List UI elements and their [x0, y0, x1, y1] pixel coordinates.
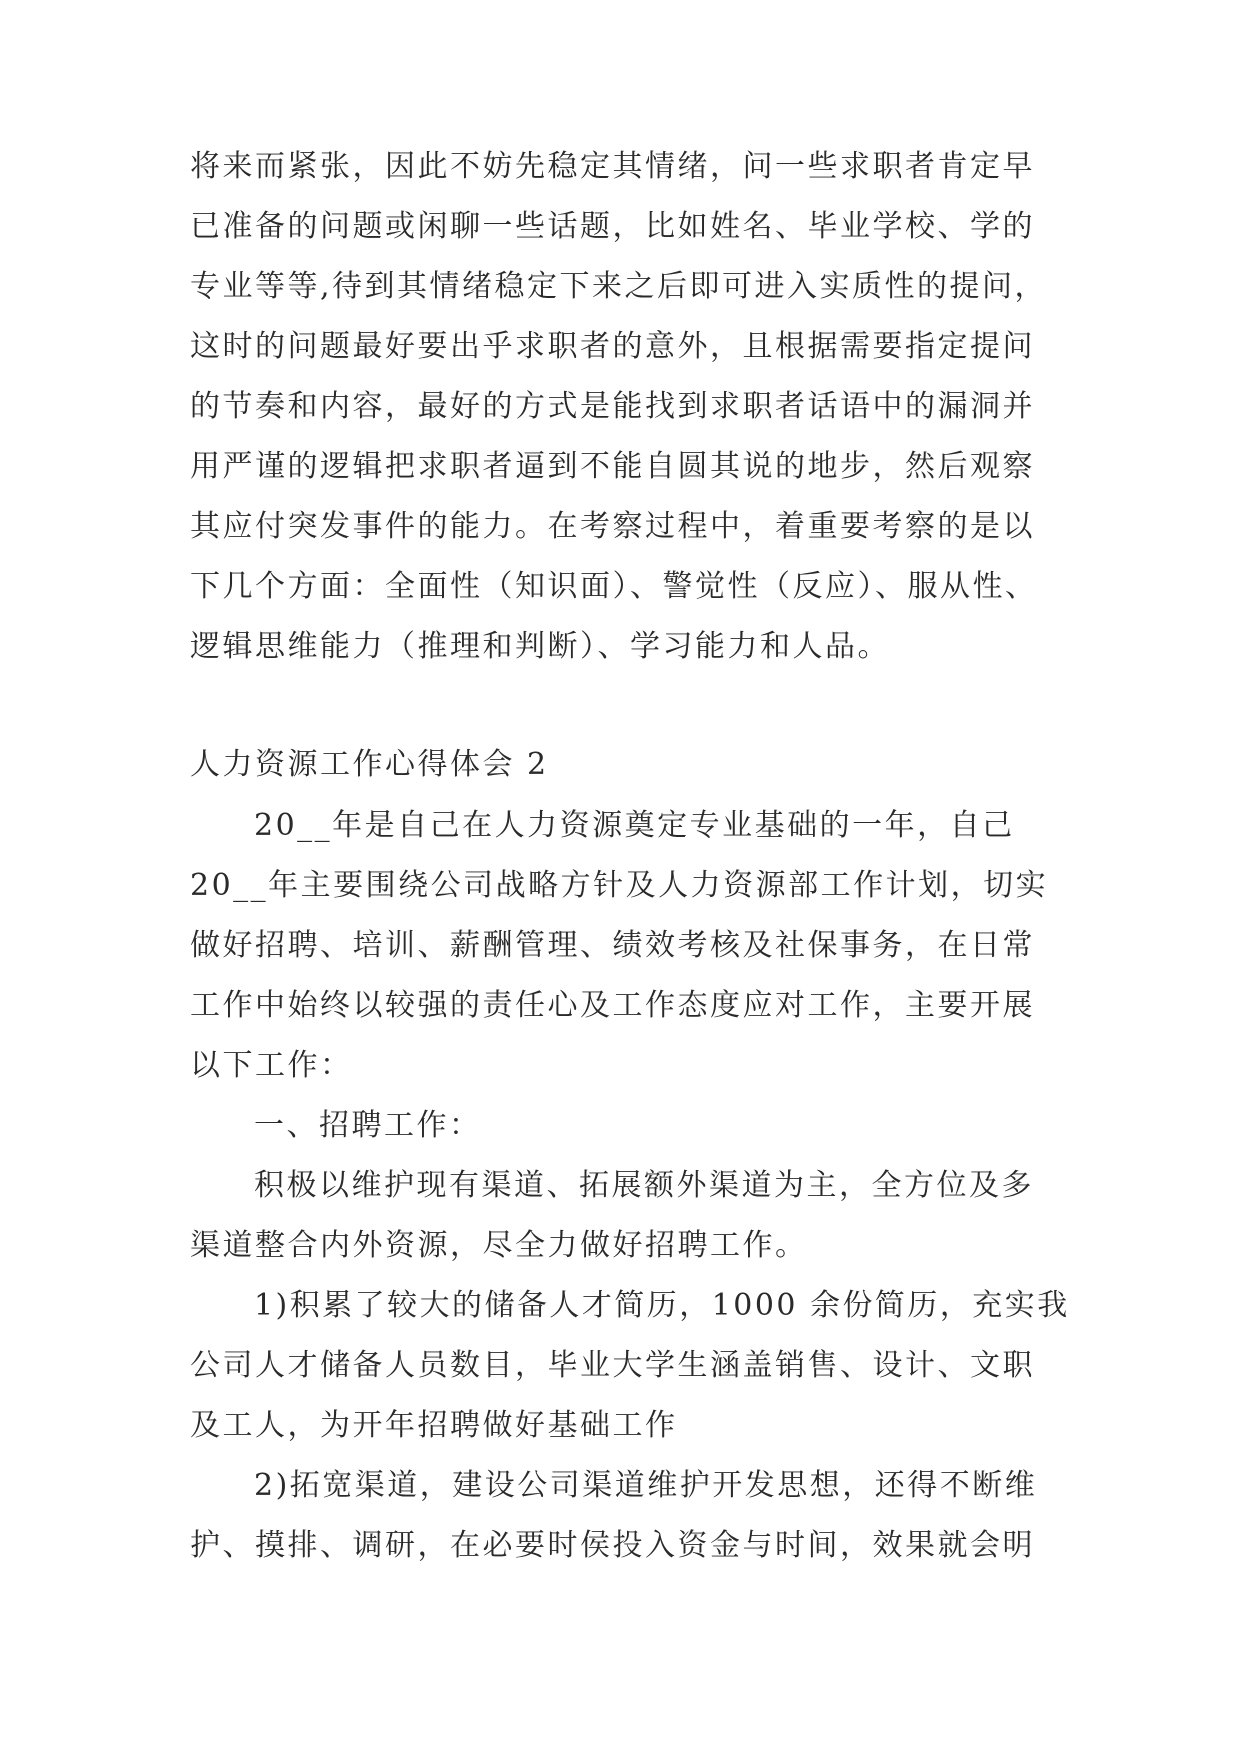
list-item-line: 1)积累了较大的储备人才简历，1000 余份简历，充实我 — [254, 1288, 1070, 1323]
paragraph-line: 20__年主要围绕公司战略方针及人力资源部工作计划，切实 — [190, 868, 1049, 903]
paragraph-line: 工作中始终以较强的责任心及工作态度应对工作，主要开展 — [190, 988, 1035, 1023]
paragraph-line: 用严谨的逻辑把求职者逼到不能自圆其说的地步，然后观察 — [190, 449, 1035, 484]
paragraph-line: 逻辑思维能力（推理和判断）、学习能力和人品。 — [190, 629, 890, 664]
paragraph-line: 20__年是自己在人力资源奠定专业基础的一年，自己 — [254, 808, 1015, 843]
paragraph-line: 积极以维护现有渠道、拓展额外渠道为主，全方位及多 — [254, 1168, 1034, 1203]
paragraph-line: 其应付突发事件的能力。在考察过程中，着重要考察的是以 — [190, 509, 1035, 544]
paragraph-line: 专业等等,待到其情绪稳定下来之后即可进入实质性的提问， — [190, 269, 1048, 304]
subheading: 一、招聘工作： — [254, 1108, 482, 1143]
paragraph-line: 将来而紧张，因此不妨先稳定其情绪，问一些求职者肯定早 — [190, 149, 1035, 184]
list-item-line: 公司人才储备人员数目，毕业大学生涵盖销售、设计、文职 — [190, 1348, 1035, 1383]
paragraph-line: 下几个方面：全面性（知识面）、警觉性（反应）、服从性、 — [190, 569, 1038, 604]
paragraph-line: 以下工作： — [190, 1048, 353, 1083]
list-item-line: 2)拓宽渠道，建设公司渠道维护开发思想，还得不断维 — [254, 1468, 1038, 1503]
paragraph-line: 已准备的问题或闲聊一些话题，比如姓名、毕业学校、学的 — [190, 209, 1035, 244]
list-item-line: 及工人，为开年招聘做好基础工作 — [190, 1408, 678, 1443]
section-title: 人力资源工作心得体会 2 — [190, 747, 549, 782]
paragraph-line: 的节奏和内容，最好的方式是能找到求职者话语中的漏洞并 — [190, 389, 1035, 424]
paragraph-line: 渠道整合内外资源，尽全力做好招聘工作。 — [190, 1228, 808, 1263]
list-item-line: 护、摸排、调研，在必要时侯投入资金与时间，效果就会明 — [190, 1528, 1035, 1563]
paragraph-line: 这时的问题最好要出乎求职者的意外，且根据需要指定提问 — [190, 329, 1035, 364]
paragraph-line: 做好招聘、培训、薪酬管理、绩效考核及社保事务，在日常 — [190, 928, 1035, 963]
